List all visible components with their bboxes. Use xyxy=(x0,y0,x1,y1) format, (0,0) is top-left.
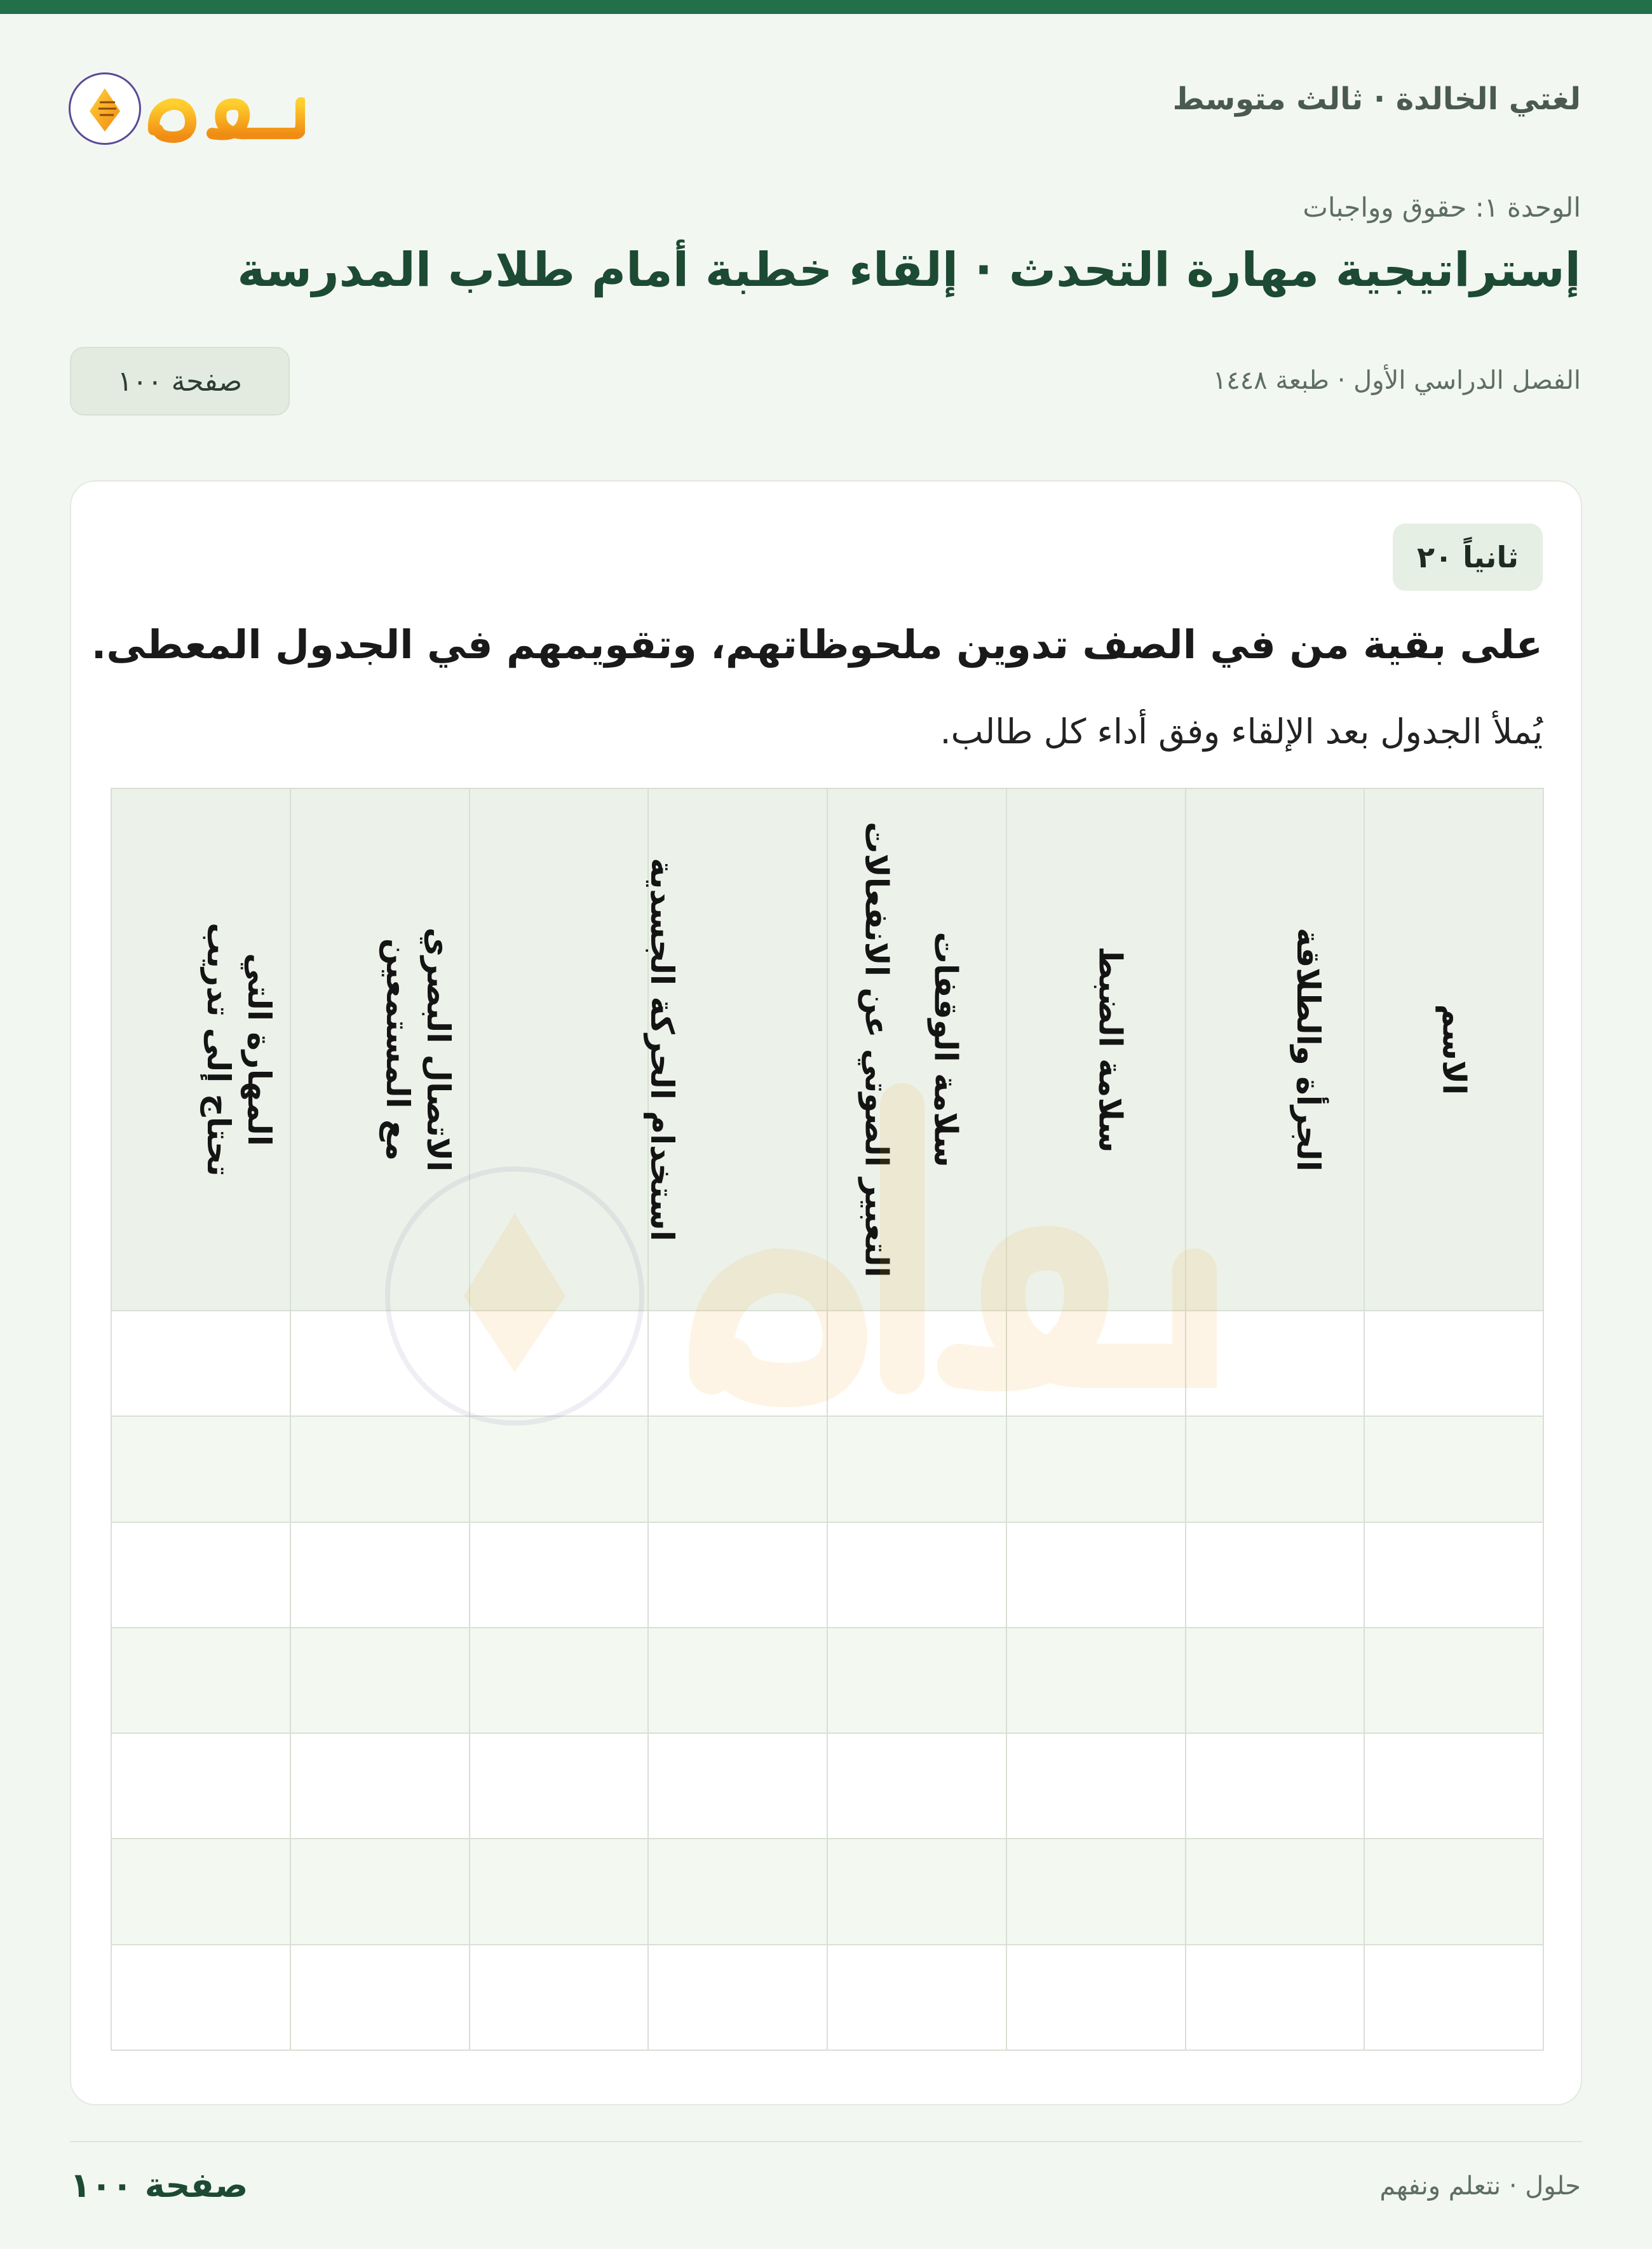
table-cell[interactable] xyxy=(1186,1416,1365,1522)
table-header-row xyxy=(111,788,1543,1311)
table-row xyxy=(111,1733,1543,1839)
table-cell[interactable] xyxy=(1364,1628,1543,1733)
table-cell[interactable] xyxy=(470,1311,649,1416)
table-cell[interactable] xyxy=(648,1628,827,1733)
table-cell[interactable] xyxy=(648,1311,827,1416)
table-row xyxy=(111,1628,1543,1733)
table-cell[interactable] xyxy=(1186,1311,1365,1416)
table-cell[interactable] xyxy=(827,1416,1006,1522)
footer-divider xyxy=(70,2141,1582,2142)
table-cell[interactable] xyxy=(290,1416,470,1522)
top-accent-bar xyxy=(0,0,1652,14)
table-cell[interactable] xyxy=(290,1522,470,1628)
table-cell[interactable] xyxy=(1364,1839,1543,1944)
logo-emblem-icon xyxy=(69,72,141,145)
table-cell[interactable] xyxy=(1006,1522,1186,1628)
table-cell[interactable] xyxy=(1186,1945,1365,2050)
table-cell[interactable] xyxy=(290,1311,470,1416)
table-cell[interactable] xyxy=(470,1839,649,1944)
table-cell[interactable] xyxy=(827,1522,1006,1628)
table-cell[interactable] xyxy=(1006,1311,1186,1416)
table-cell[interactable] xyxy=(648,1733,827,1839)
header-body-movement: استخدام الحركة الجسدية xyxy=(470,788,649,1311)
table-cell[interactable] xyxy=(111,1311,290,1416)
table-cell[interactable] xyxy=(111,1628,290,1733)
table-cell[interactable] xyxy=(648,1839,827,1944)
question-text: على بقية من في الصف تدوين ملحوظاتهم، وتقويمهم في الجدول المعطى. xyxy=(91,621,1543,668)
exercise-card xyxy=(70,480,1582,2105)
instruction-note: يُملأ الجدول بعد الإلقاء وفق أداء كل طالب. xyxy=(940,712,1543,752)
footer-brand: حلول · نتعلم ونفهم xyxy=(1379,2171,1581,2201)
table-cell[interactable] xyxy=(470,1945,649,2050)
page-title: إستراتيجية مهارة التحدث · إلقاء خطبة أمام طلاب المدرسة xyxy=(237,243,1581,297)
header-vocal-expression: التعبير الصوتي عن الانفعالات xyxy=(648,788,827,1311)
table-cell[interactable] xyxy=(648,1522,827,1628)
table-cell[interactable] xyxy=(1186,1522,1365,1628)
table-cell[interactable] xyxy=(1006,1416,1186,1522)
table-cell[interactable] xyxy=(827,1311,1006,1416)
table-cell[interactable] xyxy=(470,1416,649,1522)
table-cell[interactable] xyxy=(1006,1839,1186,1944)
table-cell[interactable] xyxy=(111,1522,290,1628)
header-pauses-accuracy: سلامة الوقفات xyxy=(827,788,1006,1311)
subject-label: لغتي الخالدة · ثالث متوسط xyxy=(1172,81,1581,117)
table-row xyxy=(111,1839,1543,1944)
table-cell[interactable] xyxy=(1364,1522,1543,1628)
table-cell[interactable] xyxy=(290,1733,470,1839)
table-cell[interactable] xyxy=(470,1733,649,1839)
table-cell[interactable] xyxy=(1364,1311,1543,1416)
table-cell[interactable] xyxy=(1364,1416,1543,1522)
table-cell[interactable] xyxy=(1364,1945,1543,2050)
table-cell[interactable] xyxy=(470,1628,649,1733)
table-cell[interactable] xyxy=(290,1628,470,1733)
table-row xyxy=(111,1311,1543,1416)
table-cell[interactable] xyxy=(290,1839,470,1944)
table-cell[interactable] xyxy=(827,1733,1006,1839)
table-cell[interactable] xyxy=(111,1733,290,1839)
table-cell[interactable] xyxy=(827,1628,1006,1733)
table-cell[interactable] xyxy=(111,1416,290,1522)
table-cell[interactable] xyxy=(111,1945,290,2050)
unit-label: الوحدة ١: حقوق وواجبات xyxy=(1303,192,1581,223)
header-skill-to-train: المهارة التي تحتاج إلى تدريب xyxy=(111,788,290,1311)
logo xyxy=(69,58,304,160)
table-cell[interactable] xyxy=(290,1945,470,2050)
table-row xyxy=(111,1945,1543,2050)
header-confidence-fluency: الجرأة والطلاقة xyxy=(1186,788,1365,1311)
evaluation-table xyxy=(111,788,1544,2051)
header-diacritics-accuracy: سلامة الضبط xyxy=(1006,788,1186,1311)
table-row xyxy=(111,1522,1543,1628)
page-number-badge: صفحة ١٠٠ xyxy=(70,347,290,415)
table-cell[interactable] xyxy=(470,1522,649,1628)
table-cell[interactable] xyxy=(1006,1733,1186,1839)
table-cell[interactable] xyxy=(827,1945,1006,2050)
term-label: الفصل الدراسي الأول · طبعة ١٤٤٨ xyxy=(1212,366,1581,395)
table-cell[interactable] xyxy=(827,1839,1006,1944)
table-cell[interactable] xyxy=(648,1416,827,1522)
table-cell[interactable] xyxy=(111,1839,290,1944)
table-cell[interactable] xyxy=(1186,1628,1365,1733)
section-tag: ثانياً ٢٠ xyxy=(1393,523,1543,591)
footer-page-number: صفحة ١٠٠ xyxy=(70,2165,248,2205)
header-eye-contact: الاتصال البصري مع المستمعين xyxy=(290,788,470,1311)
logo-wordmark xyxy=(146,58,305,160)
header-name: الاسم xyxy=(1364,788,1543,1311)
table-cell[interactable] xyxy=(648,1945,827,2050)
table-cell[interactable] xyxy=(1364,1733,1543,1839)
table-cell[interactable] xyxy=(1006,1945,1186,2050)
table-cell[interactable] xyxy=(1006,1628,1186,1733)
table-cell[interactable] xyxy=(1186,1839,1365,1944)
table-row xyxy=(111,1416,1543,1522)
table-cell[interactable] xyxy=(1186,1733,1365,1839)
